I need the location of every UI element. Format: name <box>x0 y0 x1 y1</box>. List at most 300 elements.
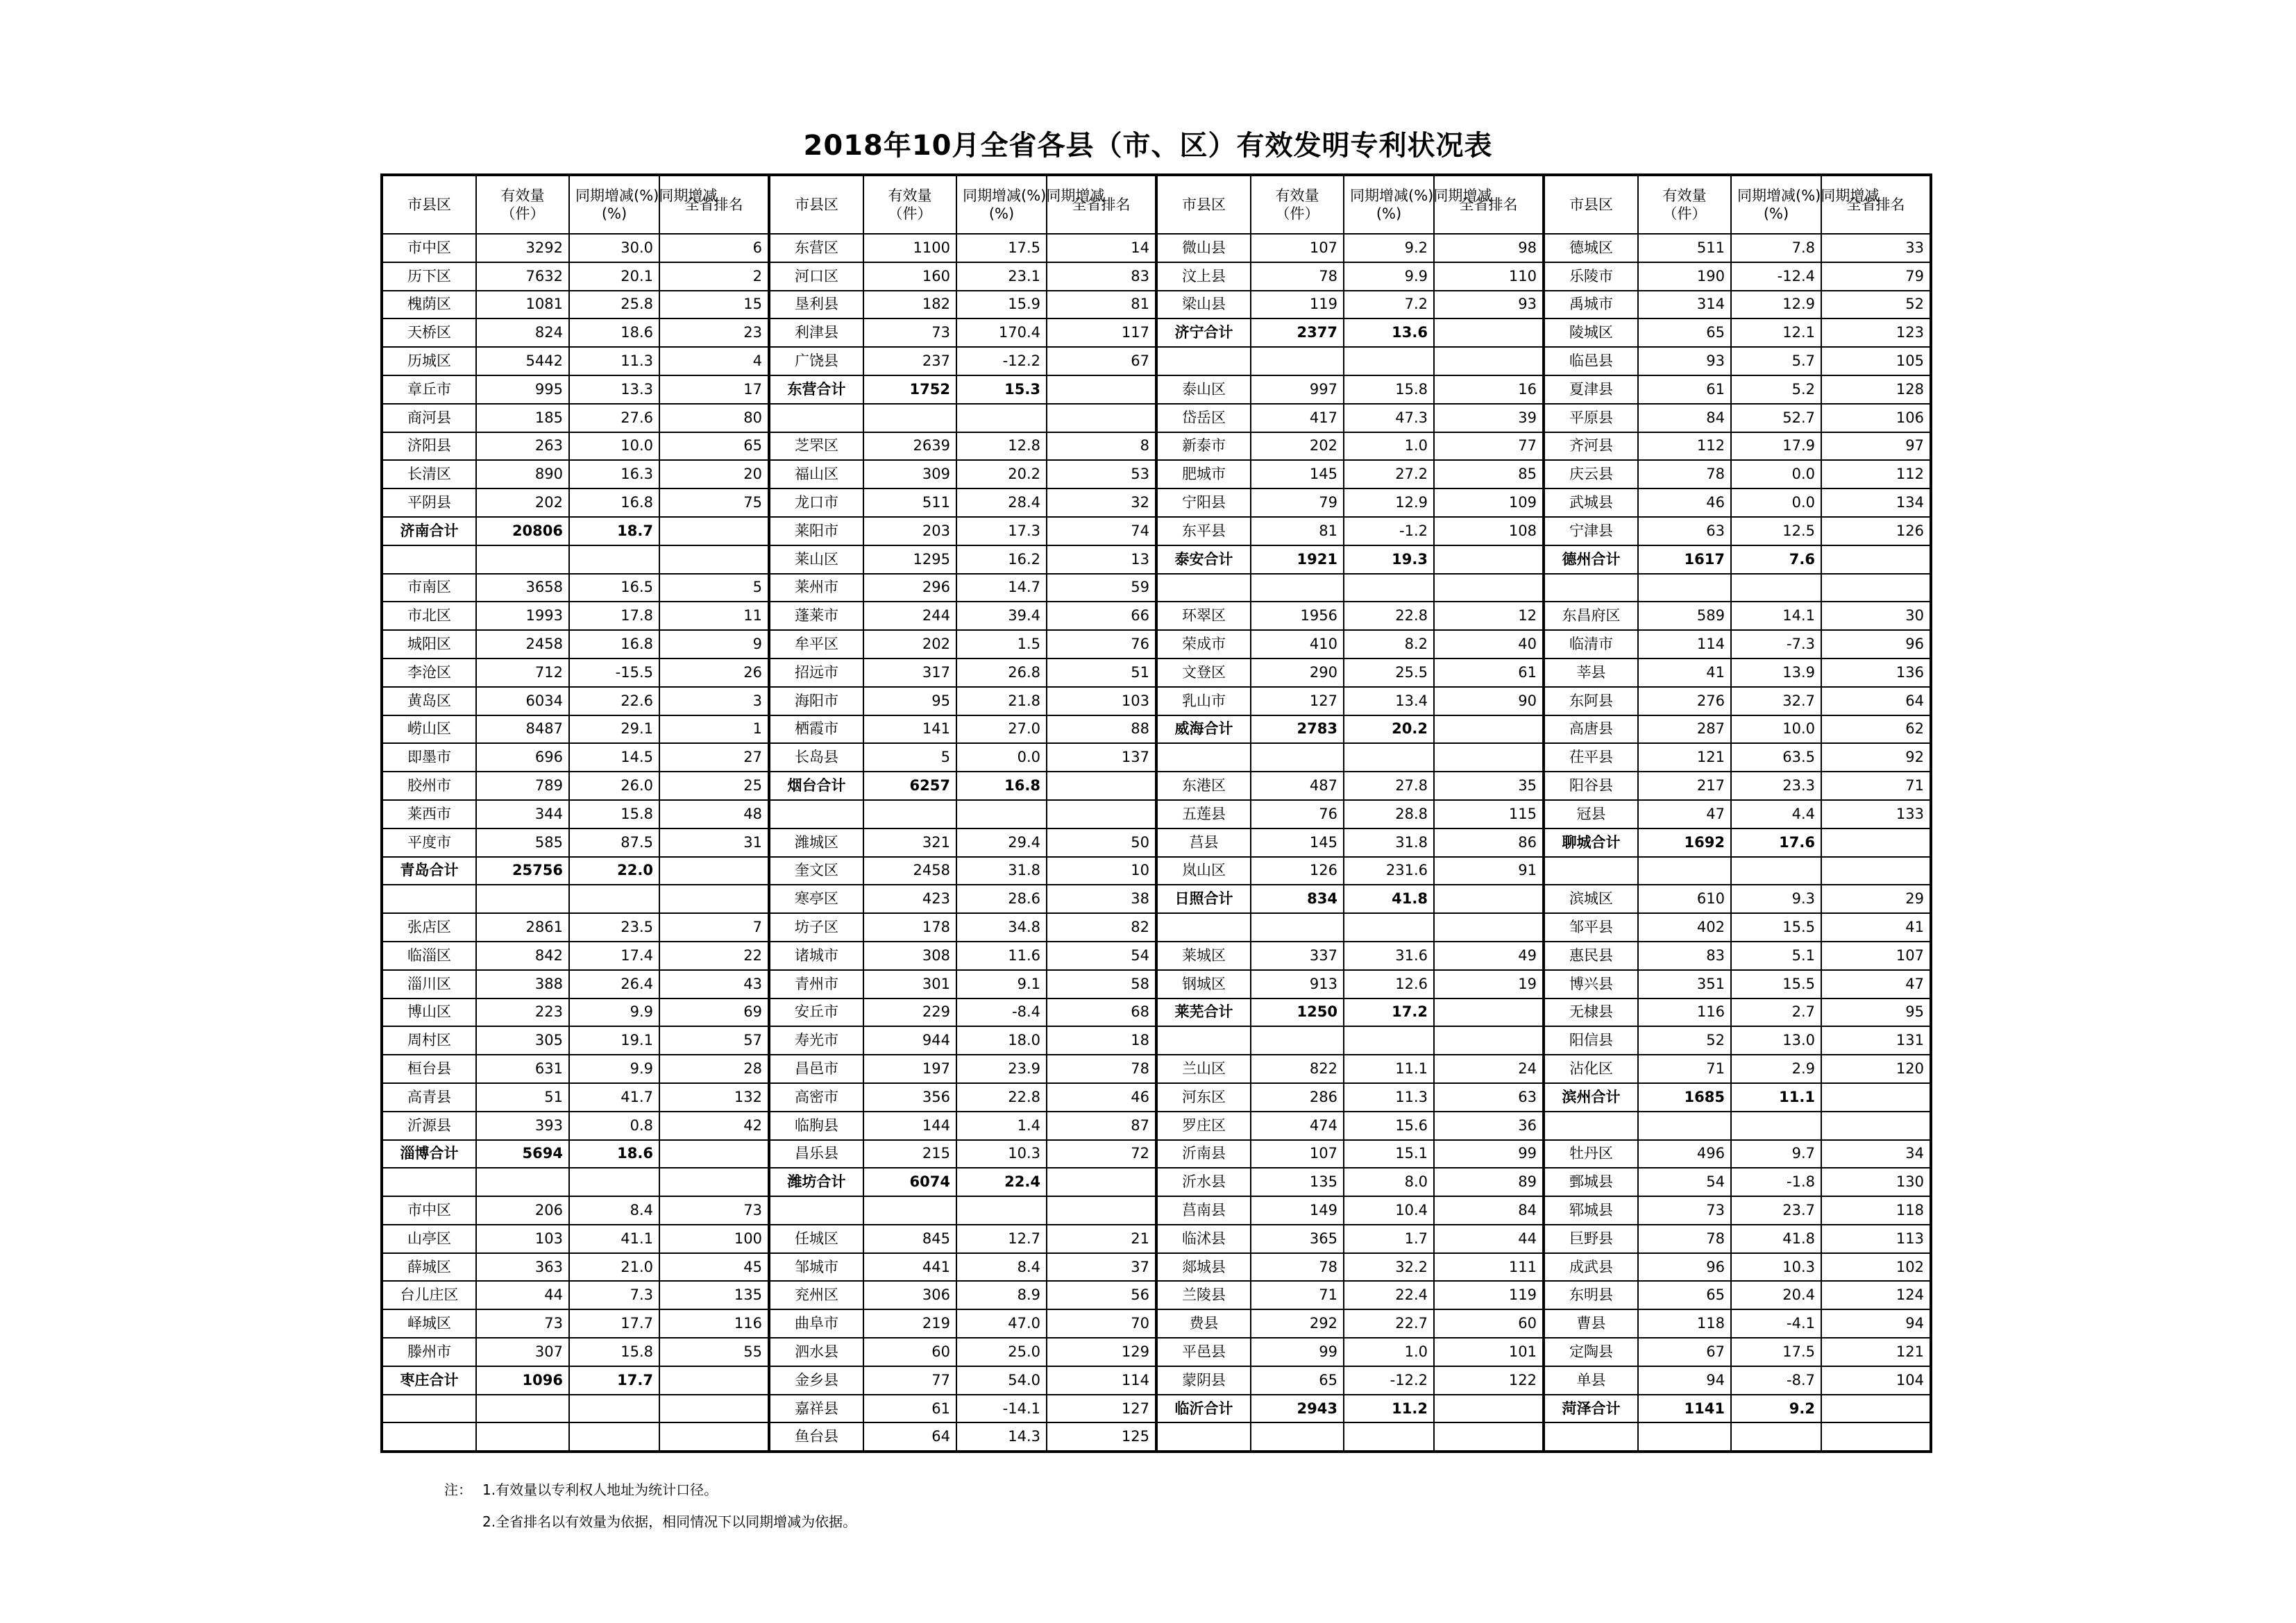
district-cell: 鱼台县 <box>769 1422 863 1452</box>
rank-cell <box>1047 1168 1156 1196</box>
valid-count-cell: 290 <box>1251 658 1344 687</box>
valid-count-cell: 1081 <box>476 291 569 319</box>
district-cell: 日照合计 <box>1156 885 1251 913</box>
district-cell: 滨城区 <box>1544 885 1638 913</box>
rank-cell: 126 <box>1821 517 1931 545</box>
valid-count-cell: 423 <box>863 885 956 913</box>
growth-cell: 12.9 <box>1731 291 1821 319</box>
rank-cell: 119 <box>1434 1281 1544 1309</box>
table-row <box>382 1253 1931 1282</box>
rank-cell <box>1821 857 1931 885</box>
growth-cell: 4.4 <box>1731 800 1821 829</box>
valid-count-cell: 2458 <box>476 630 569 658</box>
rank-cell: 73 <box>659 1196 769 1225</box>
valid-count-cell <box>863 404 956 432</box>
valid-count-cell: 834 <box>1251 885 1344 913</box>
valid-count-cell: 206 <box>476 1196 569 1225</box>
district-cell: 牟平区 <box>769 630 863 658</box>
rank-cell: 26 <box>659 658 769 687</box>
district-cell: 商河县 <box>382 404 476 432</box>
rank-cell: 60 <box>1434 1309 1544 1338</box>
rank-cell: 50 <box>1047 829 1156 857</box>
rank-cell: 115 <box>1434 800 1544 829</box>
valid-count-cell: 78 <box>1638 460 1731 488</box>
district-cell <box>769 800 863 829</box>
rank-cell: 87 <box>1047 1112 1156 1140</box>
rank-cell <box>1821 574 1931 602</box>
rank-cell: 24 <box>1434 1055 1544 1083</box>
table-row <box>382 460 1931 488</box>
rank-cell: 59 <box>1047 574 1156 602</box>
growth-cell: 2.9 <box>1731 1055 1821 1083</box>
growth-cell: 25.5 <box>1344 658 1434 687</box>
growth-cell: 15.1 <box>1344 1140 1434 1169</box>
table-row <box>382 1309 1931 1338</box>
growth-cell: 41.8 <box>1344 885 1434 913</box>
district-cell: 即墨市 <box>382 743 476 772</box>
district-cell: 庆云县 <box>1544 460 1638 488</box>
district-cell: 台儿庄区 <box>382 1281 476 1309</box>
table-row <box>382 743 1931 772</box>
rank-cell: 84 <box>1434 1196 1544 1225</box>
valid-count-cell: 178 <box>863 913 956 942</box>
rank-cell: 92 <box>1821 743 1931 772</box>
rank-cell: 86 <box>1434 829 1544 857</box>
district-cell: 鄄城县 <box>1544 1168 1638 1196</box>
district-cell: 平原县 <box>1544 404 1638 432</box>
district-cell: 莱城区 <box>1156 942 1251 970</box>
valid-count-cell <box>863 800 956 829</box>
valid-count-cell: 185 <box>476 404 569 432</box>
rank-cell: 6 <box>659 234 769 262</box>
valid-count-cell: 2861 <box>476 913 569 942</box>
rank-cell: 129 <box>1047 1338 1156 1366</box>
valid-count-cell <box>476 885 569 913</box>
growth-cell: 1.4 <box>956 1112 1047 1140</box>
valid-count-cell: 73 <box>863 318 956 347</box>
valid-count-cell: 1692 <box>1638 829 1731 857</box>
growth-cell: 13.0 <box>1731 1026 1821 1055</box>
valid-count-cell: 60 <box>863 1338 956 1366</box>
valid-count-cell: 6257 <box>863 772 956 800</box>
valid-count-cell: 417 <box>1251 404 1344 432</box>
valid-count-cell: 344 <box>476 800 569 829</box>
valid-count-cell: 119 <box>1251 291 1344 319</box>
rank-cell: 49 <box>1434 942 1544 970</box>
valid-count-cell: 995 <box>476 375 569 404</box>
valid-count-cell: 103 <box>476 1225 569 1253</box>
rank-cell: 51 <box>1047 658 1156 687</box>
growth-cell: 34.8 <box>956 913 1047 942</box>
growth-cell: 13.9 <box>1731 658 1821 687</box>
growth-cell: 27.6 <box>569 404 659 432</box>
rank-cell: 68 <box>1047 999 1156 1027</box>
rank-cell: 19 <box>1434 970 1544 999</box>
growth-cell: 11.1 <box>1731 1083 1821 1112</box>
district-cell: 兰山区 <box>1156 1055 1251 1083</box>
rank-cell: 101 <box>1434 1338 1544 1366</box>
valid-count-cell: 301 <box>863 970 956 999</box>
rank-cell: 98 <box>1434 234 1544 262</box>
district-cell: 昌乐县 <box>769 1140 863 1169</box>
district-cell: 沂源县 <box>382 1112 476 1140</box>
district-cell: 市北区 <box>382 602 476 630</box>
growth-cell: 26.4 <box>569 970 659 999</box>
valid-count-cell: 65 <box>1638 318 1731 347</box>
rank-cell: 76 <box>1047 630 1156 658</box>
table-row <box>382 829 1931 857</box>
rank-cell: 42 <box>659 1112 769 1140</box>
growth-cell: 12.6 <box>1344 970 1434 999</box>
growth-cell: 21.8 <box>956 687 1047 715</box>
valid-count-cell: 309 <box>863 460 956 488</box>
valid-count-cell: 276 <box>1638 687 1731 715</box>
growth-cell: 14.5 <box>569 743 659 772</box>
valid-count-cell: 1685 <box>1638 1083 1731 1112</box>
valid-count-cell: 363 <box>476 1253 569 1282</box>
growth-cell: 12.1 <box>1731 318 1821 347</box>
district-cell: 荣成市 <box>1156 630 1251 658</box>
district-cell: 莱阳市 <box>769 517 863 545</box>
growth-cell: -1.8 <box>1731 1168 1821 1196</box>
rank-cell: 106 <box>1821 404 1931 432</box>
district-cell <box>1156 913 1251 942</box>
valid-count-cell: 144 <box>863 1112 956 1140</box>
growth-cell: -8.4 <box>956 999 1047 1027</box>
rank-cell: 89 <box>1434 1168 1544 1196</box>
district-cell: 济阳县 <box>382 432 476 461</box>
rank-cell: 52 <box>1821 291 1931 319</box>
valid-count-cell: 73 <box>1638 1196 1731 1225</box>
growth-cell: 15.5 <box>1731 913 1821 942</box>
valid-count-cell: 7632 <box>476 262 569 291</box>
valid-count-cell: 67 <box>1638 1338 1731 1366</box>
district-cell: 滕州市 <box>382 1338 476 1366</box>
rank-cell <box>659 857 769 885</box>
valid-count-cell: 842 <box>476 942 569 970</box>
growth-cell <box>956 800 1047 829</box>
rank-cell: 38 <box>1047 885 1156 913</box>
rank-cell: 54 <box>1047 942 1156 970</box>
table-row <box>382 772 1931 800</box>
rank-cell: 63 <box>1434 1083 1544 1112</box>
valid-count-cell: 203 <box>863 517 956 545</box>
district-cell: 东营合计 <box>769 375 863 404</box>
rank-cell: 66 <box>1047 602 1156 630</box>
growth-cell: 12.8 <box>956 432 1047 461</box>
column-header: 市县区 <box>1544 175 1638 234</box>
growth-cell: 21.0 <box>569 1253 659 1282</box>
valid-count-cell: 474 <box>1251 1112 1344 1140</box>
valid-count-cell: 65 <box>1251 1366 1344 1395</box>
district-cell: 沾化区 <box>1544 1055 1638 1083</box>
valid-count-cell: 71 <box>1251 1281 1344 1309</box>
valid-count-cell <box>1251 743 1344 772</box>
table-row <box>382 1422 1931 1452</box>
district-cell <box>1156 347 1251 375</box>
district-cell: 高青县 <box>382 1083 476 1112</box>
rank-cell: 80 <box>659 404 769 432</box>
rank-cell: 111 <box>1434 1253 1544 1282</box>
valid-count-cell: 107 <box>1251 1140 1344 1169</box>
valid-count-cell: 1100 <box>863 234 956 262</box>
growth-cell: 10.3 <box>1731 1253 1821 1282</box>
valid-count-cell: 71 <box>1638 1055 1731 1083</box>
growth-cell: 15.8 <box>569 1338 659 1366</box>
district-cell: 桓台县 <box>382 1055 476 1083</box>
district-cell: 临沭县 <box>1156 1225 1251 1253</box>
table-row <box>382 1281 1931 1309</box>
rank-cell <box>1047 404 1156 432</box>
growth-cell: 32.7 <box>1731 687 1821 715</box>
growth-cell: -4.1 <box>1731 1309 1821 1338</box>
district-cell: 武城县 <box>1544 488 1638 517</box>
valid-count-cell: 73 <box>476 1309 569 1338</box>
district-cell: 诸城市 <box>769 942 863 970</box>
growth-cell: 7.8 <box>1731 234 1821 262</box>
growth-cell <box>569 885 659 913</box>
valid-count-cell: 5694 <box>476 1140 569 1169</box>
growth-cell: 63.5 <box>1731 743 1821 772</box>
district-cell: 钢城区 <box>1156 970 1251 999</box>
growth-cell: 8.0 <box>1344 1168 1434 1196</box>
valid-count-cell: 822 <box>1251 1055 1344 1083</box>
valid-count-cell: 5442 <box>476 347 569 375</box>
column-header: 有效量 （件） <box>476 175 569 234</box>
district-cell: 枣庄合计 <box>382 1366 476 1395</box>
valid-count-cell: 402 <box>1638 913 1731 942</box>
growth-cell: 11.2 <box>1344 1395 1434 1423</box>
growth-cell: 7.3 <box>569 1281 659 1309</box>
district-cell: 李沧区 <box>382 658 476 687</box>
growth-cell: 23.9 <box>956 1055 1047 1083</box>
rank-cell: 30 <box>1821 602 1931 630</box>
rank-cell: 110 <box>1434 262 1544 291</box>
district-cell: 乳山市 <box>1156 687 1251 715</box>
table-row <box>382 1112 1931 1140</box>
valid-count-cell <box>1251 1422 1344 1452</box>
district-cell: 茌平县 <box>1544 743 1638 772</box>
district-cell: 莘县 <box>1544 658 1638 687</box>
growth-cell <box>1344 574 1434 602</box>
growth-cell: 30.0 <box>569 234 659 262</box>
valid-count-cell: 845 <box>863 1225 956 1253</box>
growth-cell <box>1344 743 1434 772</box>
district-cell: 金乡县 <box>769 1366 863 1395</box>
valid-count-cell <box>863 1196 956 1225</box>
growth-cell <box>956 1196 1047 1225</box>
district-cell: 蒙阴县 <box>1156 1366 1251 1395</box>
district-cell: 东港区 <box>1156 772 1251 800</box>
growth-cell: 26.8 <box>956 658 1047 687</box>
rank-cell <box>659 545 769 574</box>
district-cell: 海阳市 <box>769 687 863 715</box>
district-cell: 张店区 <box>382 913 476 942</box>
rank-cell: 13 <box>1047 545 1156 574</box>
valid-count-cell: 631 <box>476 1055 569 1083</box>
column-header: 同期增减(%)同期增减 (%) <box>956 175 1047 234</box>
growth-cell: 31.8 <box>956 857 1047 885</box>
district-cell: 岱岳区 <box>1156 404 1251 432</box>
district-cell: 定陶县 <box>1544 1338 1638 1366</box>
valid-count-cell: 114 <box>1638 630 1731 658</box>
growth-cell: 28.4 <box>956 488 1047 517</box>
table-row <box>382 1168 1931 1196</box>
growth-cell <box>1731 1112 1821 1140</box>
district-cell: 费县 <box>1156 1309 1251 1338</box>
district-cell: 胶州市 <box>382 772 476 800</box>
valid-count-cell: 824 <box>476 318 569 347</box>
valid-count-cell: 94 <box>1638 1366 1731 1395</box>
valid-count-cell: 356 <box>863 1083 956 1112</box>
district-cell: 福山区 <box>769 460 863 488</box>
district-cell: 平度市 <box>382 829 476 857</box>
district-cell: 宁津县 <box>1544 517 1638 545</box>
valid-count-cell: 1617 <box>1638 545 1731 574</box>
growth-cell: -8.7 <box>1731 1366 1821 1395</box>
growth-cell: 22.8 <box>1344 602 1434 630</box>
rank-cell: 10 <box>1047 857 1156 885</box>
table-row <box>382 574 1931 602</box>
district-cell: 陵城区 <box>1544 318 1638 347</box>
valid-count-cell: 118 <box>1638 1309 1731 1338</box>
growth-cell: 22.4 <box>1344 1281 1434 1309</box>
district-cell: 菏泽合计 <box>1544 1395 1638 1423</box>
district-cell: 博兴县 <box>1544 970 1638 999</box>
district-cell: 潍坊合计 <box>769 1168 863 1196</box>
valid-count-cell: 135 <box>1251 1168 1344 1196</box>
growth-cell: 41.7 <box>569 1083 659 1112</box>
rank-cell <box>1434 347 1544 375</box>
rank-cell: 123 <box>1821 318 1931 347</box>
growth-cell: 23.1 <box>956 262 1047 291</box>
table-row <box>382 1366 1931 1395</box>
rank-cell <box>1434 545 1544 574</box>
growth-cell: 22.4 <box>956 1168 1047 1196</box>
growth-cell: 10.3 <box>956 1140 1047 1169</box>
growth-cell: 7.2 <box>1344 291 1434 319</box>
growth-cell: 5.1 <box>1731 942 1821 970</box>
column-header: 全省排名 <box>1047 175 1156 234</box>
district-cell: 文登区 <box>1156 658 1251 687</box>
valid-count-cell <box>1638 1112 1731 1140</box>
growth-cell: 18.0 <box>956 1026 1047 1055</box>
growth-cell: 8.9 <box>956 1281 1047 1309</box>
growth-cell: 18.7 <box>569 517 659 545</box>
valid-count-cell: 219 <box>863 1309 956 1338</box>
table-row <box>382 1083 1931 1112</box>
valid-count-cell: 308 <box>863 942 956 970</box>
valid-count-cell: 292 <box>1251 1309 1344 1338</box>
valid-count-cell: 61 <box>863 1395 956 1423</box>
rank-cell <box>1821 1422 1931 1452</box>
growth-cell <box>1731 1422 1821 1452</box>
rank-cell: 109 <box>1434 488 1544 517</box>
valid-count-cell <box>1638 574 1731 602</box>
growth-cell <box>1344 1026 1434 1055</box>
table-row <box>382 517 1931 545</box>
valid-count-cell: 1752 <box>863 375 956 404</box>
valid-count-cell: 1141 <box>1638 1395 1731 1423</box>
district-cell: 惠民县 <box>1544 942 1638 970</box>
valid-count-cell: 496 <box>1638 1140 1731 1169</box>
valid-count-cell: 1096 <box>476 1366 569 1395</box>
district-cell: 临邑县 <box>1544 347 1638 375</box>
growth-cell: 87.5 <box>569 829 659 857</box>
valid-count-cell: 83 <box>1638 942 1731 970</box>
district-cell <box>382 1395 476 1423</box>
valid-count-cell: 913 <box>1251 970 1344 999</box>
valid-count-cell: 263 <box>476 432 569 461</box>
rank-cell: 105 <box>1821 347 1931 375</box>
rank-cell <box>659 1395 769 1423</box>
growth-cell: 39.4 <box>956 602 1047 630</box>
rank-cell: 74 <box>1047 517 1156 545</box>
rank-cell: 25 <box>659 772 769 800</box>
district-cell: 临清市 <box>1544 630 1638 658</box>
rank-cell: 53 <box>1047 460 1156 488</box>
rank-cell: 35 <box>1434 772 1544 800</box>
valid-count-cell: 890 <box>476 460 569 488</box>
district-cell: 博山区 <box>382 999 476 1027</box>
column-header: 市县区 <box>769 175 863 234</box>
valid-count-cell: 217 <box>1638 772 1731 800</box>
rank-cell <box>1434 1422 1544 1452</box>
district-cell <box>382 545 476 574</box>
valid-count-cell: 351 <box>1638 970 1731 999</box>
growth-cell: 20.2 <box>1344 715 1434 744</box>
column-header: 市县区 <box>382 175 476 234</box>
valid-count-cell <box>1638 857 1731 885</box>
rank-cell <box>1047 772 1156 800</box>
valid-count-cell: 511 <box>863 488 956 517</box>
district-cell: 临沂合计 <box>1156 1395 1251 1423</box>
valid-count-cell: 305 <box>476 1026 569 1055</box>
growth-cell: 9.9 <box>569 1055 659 1083</box>
district-cell <box>769 1196 863 1225</box>
valid-count-cell: 287 <box>1638 715 1731 744</box>
growth-cell: 1.0 <box>1344 432 1434 461</box>
district-cell: 泰安合计 <box>1156 545 1251 574</box>
growth-cell: 2.7 <box>1731 999 1821 1027</box>
district-cell: 栖霞市 <box>769 715 863 744</box>
table-row <box>382 970 1931 999</box>
rank-cell: 33 <box>1821 234 1931 262</box>
growth-cell: 10.0 <box>1731 715 1821 744</box>
district-cell: 成武县 <box>1544 1253 1638 1282</box>
rank-cell: 133 <box>1821 800 1931 829</box>
rank-cell: 9 <box>659 630 769 658</box>
district-cell: 齐河县 <box>1544 432 1638 461</box>
valid-count-cell: 78 <box>1638 1225 1731 1253</box>
district-cell: 长清区 <box>382 460 476 488</box>
rank-cell: 56 <box>1047 1281 1156 1309</box>
rank-cell: 100 <box>659 1225 769 1253</box>
valid-count-cell: 61 <box>1638 375 1731 404</box>
growth-cell <box>569 1168 659 1196</box>
rank-cell <box>1821 829 1931 857</box>
growth-cell: 0.0 <box>1731 460 1821 488</box>
district-cell: 莱山区 <box>769 545 863 574</box>
growth-cell: 16.8 <box>956 772 1047 800</box>
valid-count-cell: 47 <box>1638 800 1731 829</box>
district-cell: 临朐县 <box>769 1112 863 1140</box>
growth-cell: 17.5 <box>1731 1338 1821 1366</box>
growth-cell <box>1731 574 1821 602</box>
valid-count-cell: 237 <box>863 347 956 375</box>
district-cell: 市中区 <box>382 234 476 262</box>
district-cell: 罗庄区 <box>1156 1112 1251 1140</box>
